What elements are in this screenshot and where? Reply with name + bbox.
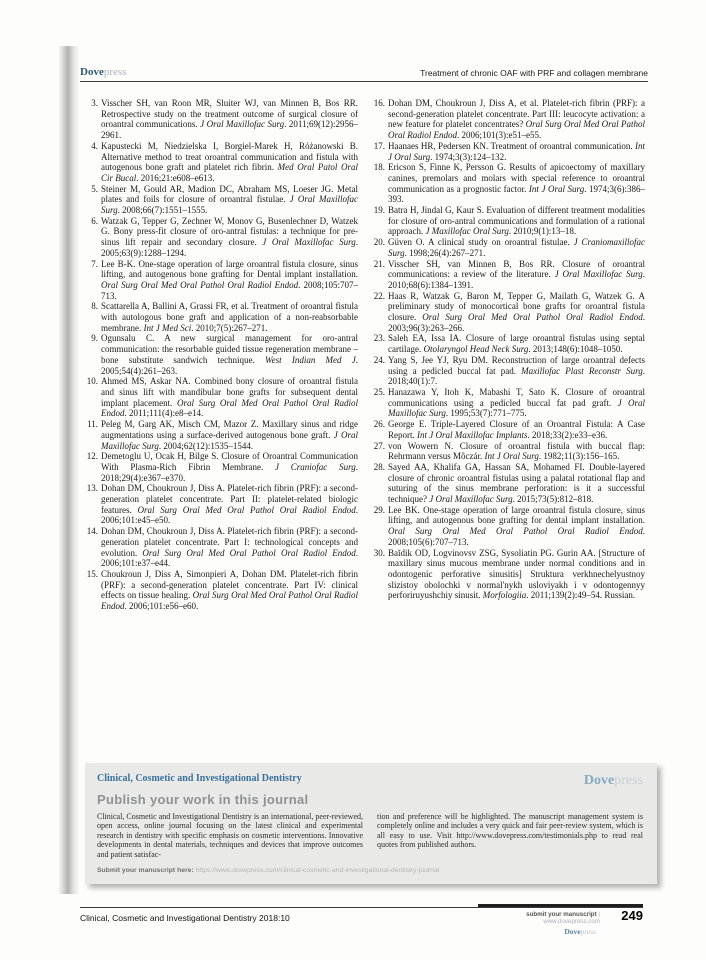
reference-text: Kapustecki M, Niedzielska I, Borgiel-Marek H, Różanowski B. Alternative method to treat oroantral communication and fistula with autogenous bone graft and platelet rich fibrin. Med Oral Patol Oral Cir Bucal. 2016;21:e608–e613. bbox=[101, 140, 358, 183]
reference-item bbox=[85, 451, 358, 483]
reference-journal: Oral Surg Oral Med Oral Pathol Oral Radiol Endod bbox=[142, 547, 356, 558]
reference-item bbox=[85, 526, 358, 569]
logo-press-text: press bbox=[614, 773, 643, 788]
dovepress-logo bbox=[80, 66, 126, 78]
reference-item bbox=[372, 162, 645, 205]
reference-text: Visscher SH, van Minnen B, Bos RR. Closure of oroantral communications: a review of the literature. J Oral Maxillofac Surg. 2010;68(6):1384–1391. bbox=[388, 258, 645, 290]
reference-number: 26. bbox=[373, 419, 385, 430]
reference-journal: Oral Surg Oral Med Oral Pathol Oral Radiol Endod bbox=[101, 590, 359, 612]
footer-submit-label: submit your manuscript bbox=[526, 911, 597, 918]
reference-number: 12. bbox=[86, 451, 98, 462]
reference-item bbox=[85, 419, 358, 451]
references-column-right bbox=[372, 98, 645, 612]
reference-journal: J Oral Maxillofac Surg bbox=[388, 397, 646, 419]
logo-dove-text: Dove bbox=[80, 66, 104, 78]
reference-journal: Int J Oral Surg bbox=[484, 451, 539, 462]
reference-text: Lee B-K. One-stage operation of large oroantral fistula closure, sinus lifting, and autogenous bone grafting for Dental implant installation. Oral Surg Oral Med Oral Pathol Oral Radiol Endod. 2008;105:707–713. bbox=[101, 258, 358, 301]
reference-item bbox=[85, 569, 358, 612]
reference-text: Dohan DM, Choukroun J, Diss A. Platelet-rich fibrin (PRF): a second-generation platelet concentrate. Part I: technological concepts and evolution. Oral Surg Oral Med Oral Pathol Oral Radiol Endod. 2006;101:e37–e44. bbox=[101, 526, 359, 569]
reference-journal: Int J Oral Surg bbox=[528, 183, 585, 194]
running-title: Treatment of chronic OAF with PRF and collagen membrane bbox=[420, 68, 648, 78]
reference-item bbox=[85, 141, 358, 184]
reference-number: 22. bbox=[373, 290, 385, 301]
reference-journal: West Indian Med J bbox=[265, 354, 356, 365]
reference-number: 24. bbox=[373, 354, 385, 365]
reference-item bbox=[372, 355, 645, 387]
reference-number: 5. bbox=[91, 183, 98, 194]
reference-number: 23. bbox=[373, 333, 385, 344]
footer-right-block bbox=[470, 911, 600, 936]
footer-submit-line bbox=[470, 911, 600, 925]
reference-number: 3. bbox=[91, 98, 98, 108]
reference-journal: J Oral Maxillofac Surg bbox=[554, 269, 643, 280]
reference-item bbox=[372, 205, 645, 237]
reference-number: 13. bbox=[86, 483, 98, 494]
reference-item bbox=[372, 141, 645, 162]
reference-number: 18. bbox=[373, 162, 385, 173]
reference-journal: Med Oral Patol Oral Cir Bucal bbox=[101, 162, 358, 183]
reference-item bbox=[85, 259, 358, 302]
reference-text: Batra H, Jindal G, Kaur S. Evaluation of different treatment modalities for closure of oro-antral communications and formulation of a rational approach. J Maxillofac Oral Surg. 2010;9(1):13–18. bbox=[388, 205, 645, 237]
publish-heading: Publish your work in this journal bbox=[97, 792, 309, 807]
submit-label: Submit your manuscript here: bbox=[97, 867, 194, 875]
reference-number: 4. bbox=[91, 140, 98, 151]
footer-rule-thick bbox=[478, 904, 643, 907]
reference-text: Watzak G, Tepper G, Zechner W, Monov G, Busenlechner D, Watzek G. Bony press-fit closure of oro-antral fistulas: a technique for pre-sinus lift repair and secondary closure. J Oral Maxillofac Surg. 2005;63(9):1288–1294. bbox=[101, 215, 358, 258]
reference-number: 7. bbox=[91, 258, 98, 269]
dovepress-logo-box bbox=[584, 773, 643, 789]
reference-item bbox=[372, 98, 645, 141]
reference-text: Demetoglu U, Ocak H, Bilge S. Closure of Oroantral Communication With Plasma-Rich Fibrin Membrane. J Craniofac Surg. 2018;29(4):e367–e370. bbox=[101, 451, 358, 483]
reference-journal: Int J Oral Maxillofac Implants bbox=[417, 429, 528, 440]
reference-item bbox=[372, 441, 645, 462]
reference-journal: J Craniofac Surg bbox=[275, 461, 356, 472]
journal-box-columns bbox=[97, 812, 643, 859]
reference-item bbox=[372, 387, 645, 419]
reference-item bbox=[372, 259, 645, 291]
reference-number: 30. bbox=[373, 547, 385, 558]
reference-item bbox=[372, 505, 645, 548]
reference-text: Scattarella A, Ballini A, Grassi FR, et al. Treatment of oroantral fistula with autologous bone graft and application of a non-reabsorbable membrane. Int J Med Sci. 2010;7(5):267–271. bbox=[101, 301, 358, 333]
reference-journal: J Oral Maxillofac Surg bbox=[101, 429, 358, 451]
reference-text: Ogunsalu C. A new surgical management for oro-antral communication: the resorbable guided tissue regeneration membrane – bone substitute sandwich technique. West Indian Med J. 2005;54(4):261–263. bbox=[101, 333, 358, 376]
reference-journal: J Craniomaxillofac Surg bbox=[388, 237, 645, 258]
reference-text: Ericson S, Finne K, Persson G. Results of apicoectomy of maxillary canines, premolars and molars with special reference to oroantral communication as a prognostic factor. Int J Oral Surg. 1974;3(6):386–393. bbox=[388, 162, 646, 205]
reference-text: von Wowern N. Closure of oroantral fistula with buccal flap: Rehrmann versus Môczár. Int J Oral Surg. 1982;11(3):156–165. bbox=[388, 440, 645, 462]
reference-text: Baĭdik OD, Logvinovsv ZSG, Sysoliatin PG. Gurin AA. [Structure of maxillary sinus mucous membrane under normal conditions and in odontogenic perforative sinusitis] Struktura verkhnechelyustnoy slizistoy obolochki v normal'nykh usloviyakh i v odontogennyy perforiruyushchiy sinusit. Morfologiia. 2011;139(2):49–54. Russian. bbox=[388, 547, 645, 601]
reference-number: 21. bbox=[373, 258, 385, 269]
reference-number: 17. bbox=[373, 140, 385, 151]
reference-journal: Oral Surg Oral Med Oral Pathol Oral Radiol Endod bbox=[137, 504, 356, 515]
reference-number: 20. bbox=[373, 237, 385, 248]
reference-text: Choukroun J, Diss A, Simonpieri A, Dohan DM. Platelet-rich fibrin (PRF): a second-generation platelet concentrate. Part IV: clinical effects on tissue healing. Oral Surg Oral Med Oral Pathol Oral Radiol Endod. 2006;101:e56–e60. bbox=[101, 568, 359, 612]
reference-text: Saleh EA, Issa IA. Closure of large oroantral fistulas using septal cartilage. Otolaryngol Head Neck Surg. 2013;148(6):1048–1050. bbox=[388, 333, 645, 355]
reference-journal: Oral Surg Oral Med Oral Pathol Oral Radiol Endod bbox=[422, 312, 643, 323]
reference-number: 14. bbox=[86, 526, 98, 537]
reference-number: 15. bbox=[86, 568, 98, 579]
reference-text: Yang S, Jee YJ, Ryu DM. Reconstruction of large oroantral defects using a pedicled buccal fat pad. Maxillofac Plast Reconstr Surg. 2018;40(1):7. bbox=[388, 354, 645, 387]
reference-journal: J Oral Maxillofac Surg bbox=[200, 119, 285, 130]
reference-journal: J Maxillofac Oral Surg bbox=[425, 226, 509, 237]
reference-text: Haanaes HR, Pedersen KN. Treatment of oroantral communication. Int J Oral Surg. 1974;3(3):124–132. bbox=[388, 140, 645, 162]
reference-item bbox=[372, 291, 645, 334]
reference-text: Dohan DM, Choukroun J, Diss A. Platelet-rich fibrin (PRF): a second-generation platelet concentrate. Part II: platelet-related biologic features. Oral Surg Oral Med Oral Pathol Oral Radiol Endod. 2006;101:e45–e50. bbox=[101, 483, 358, 526]
reference-journal: Oral Surg Oral Med Oral Pathol Oral Radiol Endod bbox=[388, 119, 645, 141]
reference-text: Güven O. A clinical study on oroantral fistulae. J Craniomaxillofac Surg. 1998;26(4):267–271. bbox=[388, 237, 645, 258]
journal-name: Clinical, Cosmetic and Investigational Dentistry bbox=[97, 773, 302, 784]
reference-item bbox=[372, 237, 645, 258]
reference-item bbox=[85, 376, 358, 419]
reference-journal: Morfologiia bbox=[482, 590, 527, 601]
reference-journal: Maxillofac Plast Reconstr Surg bbox=[521, 365, 643, 376]
footer-separator: | bbox=[598, 911, 600, 918]
reference-text: George E. Triple-Layered Closure of an Oroantral Fistula: A Case Report. Int J Oral Maxillofac Implants. 2018;33(2):e33–e36. bbox=[388, 419, 645, 440]
logo-dove-text: Dove bbox=[564, 927, 581, 936]
reference-number: 27. bbox=[373, 440, 385, 451]
reference-number: 29. bbox=[373, 504, 385, 515]
reference-journal: J Oral Maxillofac Surg bbox=[262, 237, 356, 248]
reference-text: Visscher SH, van Roon MR, Sluiter WJ, van Minnen B, Bos RR. Retrospective study on the treatment outcome of surgical closure of oroantral communications. J Oral Maxillofac Surg. 2011;69(12):2956–2961. bbox=[101, 98, 358, 141]
reference-item bbox=[85, 184, 358, 216]
logo-press-text: press bbox=[103, 66, 127, 78]
journal-box-top-row bbox=[97, 773, 643, 789]
reference-item bbox=[372, 333, 645, 354]
reference-number: 9. bbox=[91, 333, 98, 344]
reference-text: Dohan DM, Choukroun J, Diss A, et al. Platelet-rich fibrin (PRF): a second-generation platelet concentrate. Part III: leucocyte activation: a new feature for platelet concentrates? Oral Surg Oral Med Oral Pathol Oral Radiol Endod. 2006;101(3):e51–e55. bbox=[388, 98, 645, 141]
reference-journal: Oral Surg Oral Med Oral Pathol Oral Radiol Endod bbox=[101, 279, 299, 290]
reference-number: 8. bbox=[91, 301, 98, 312]
reference-item bbox=[85, 333, 358, 376]
page-number: 249 bbox=[621, 908, 643, 923]
reference-item bbox=[85, 301, 358, 333]
reference-number: 16. bbox=[373, 98, 385, 108]
reference-number: 19. bbox=[373, 205, 385, 216]
reference-text: Ahmed MS, Askar NA. Combined bony closure of oroantral fistula and sinus lift with mandibular bone grafts for subsequent dental implant placement. Oral Surg Oral Med Oral Pathol Oral Radiol Endod. 2011;111(4):e8–e14. bbox=[101, 376, 359, 419]
journal-info-box bbox=[85, 763, 657, 884]
reference-item bbox=[85, 216, 358, 259]
dovepress-logo-footer bbox=[470, 927, 596, 936]
reference-text: Hanazawa Y, Itoh K, Mabashi T, Sato K. Closure of oroantral communications using a pedicled buccal fat pad graft. J Oral Maxillofac Surg. 1995;53(7):771–775. bbox=[388, 386, 646, 419]
reference-journal: Oral Surg Oral Med Oral Pathol Oral Radiol Endod bbox=[388, 526, 643, 537]
reference-journal: Otolaryngol Head Neck Surg bbox=[423, 344, 529, 355]
reference-number: 11. bbox=[87, 419, 98, 430]
reference-text: Steiner M, Gould AR, Madion DC, Abraham MS, Loeser JG. Metal plates and foils for closure of oroantral fistulae. J Oral Maxillofac Surg. 2008;66(7):1551–1555. bbox=[101, 183, 358, 216]
page-gutter-shading bbox=[58, 46, 80, 894]
reference-text: Sayed AA, Khalifa GA, Hassan SA, Mohamed FI. Double-layered closure of chronic oroantral fistulas using a palatal rotational flap and suturing of the sinus membrane perforation: is it a successful technique? J Oral Maxillofac Surg. 2015;73(5):812–818. bbox=[388, 461, 645, 505]
logo-press-text: press bbox=[580, 927, 596, 936]
reference-item bbox=[85, 98, 358, 141]
journal-box-column-right: tion and preference will be highlighted. The manuscript management system is completely online and includes a very quick and fair peer-review system, which is all easy to use. Visit http://www.dovepress.com/testimonials.php to read real quotes from published authors. bbox=[377, 812, 643, 850]
reference-text: Haas R, Watzak G, Baron M, Tepper G, Mailath G, Watzek G. A preliminary study of monocortical bone grafts for oroantral fistula closure. Oral Surg Oral Med Oral Pathol Oral Radiol Endod. 2003;96(3):263–266. bbox=[388, 290, 645, 333]
reference-journal: Int J Oral Surg bbox=[388, 140, 645, 162]
footer-rule-thin bbox=[80, 907, 643, 908]
reference-item bbox=[372, 548, 645, 602]
journal-box-column-left: Clinical, Cosmetic and Investigational Dentistry is an international, peer-reviewed, open access, online journal focusing on the latest clinical and experimental research in dentistry with specific emphasis on cosmetic interventions. Innovative developments in dental materials, techniques and devices that improve outcomes and patient satisfac- bbox=[97, 812, 363, 859]
footer-site-link[interactable]: www.dovepress.com bbox=[543, 918, 600, 925]
reference-item bbox=[372, 419, 645, 440]
submit-url-link[interactable]: https://www.dovepress.com/clinical-cosmetic-and-investigational-dentistry-journal bbox=[195, 867, 440, 875]
logo-dove-text: Dove bbox=[583, 773, 615, 788]
page-header bbox=[80, 66, 648, 82]
footer-journal-issue: Clinical, Cosmetic and Investigational Dentistry 2018:10 bbox=[80, 913, 290, 923]
reference-item bbox=[85, 483, 358, 526]
reference-journal: J Oral Maxillofac Surg bbox=[101, 194, 358, 216]
reference-text: Lee BK. One-stage operation of large oroantral fistula closure, sinus lifting, and autogenous bone grafting for dental implant installation. Oral Surg Oral Med Oral Pathol Oral Radiol Endod. 2008;105(6):707–713. bbox=[388, 504, 645, 547]
reference-journal: Oral Surg Oral Med Oral Pathol Oral Radiol Endod bbox=[101, 397, 359, 419]
reference-journal: J Oral Maxillofac Surg bbox=[429, 494, 513, 505]
reference-text: Peleg M, Garg AK, Misch CM, Mazor Z. Maxillary sinus and ridge augmentations using a surface-derived autogenous bone graft. J Oral Maxillofac Surg. 2004;62(12):1535–1544. bbox=[101, 419, 358, 451]
references-section bbox=[85, 98, 645, 612]
reference-number: 25. bbox=[373, 386, 385, 397]
reference-number: 28. bbox=[373, 461, 385, 472]
references-column-left bbox=[85, 98, 358, 612]
reference-journal: Int J Med Sci bbox=[143, 322, 192, 333]
reference-number: 6. bbox=[91, 215, 98, 226]
reference-number: 10. bbox=[86, 376, 98, 387]
reference-item bbox=[372, 462, 645, 505]
submit-manuscript-line bbox=[97, 867, 643, 874]
